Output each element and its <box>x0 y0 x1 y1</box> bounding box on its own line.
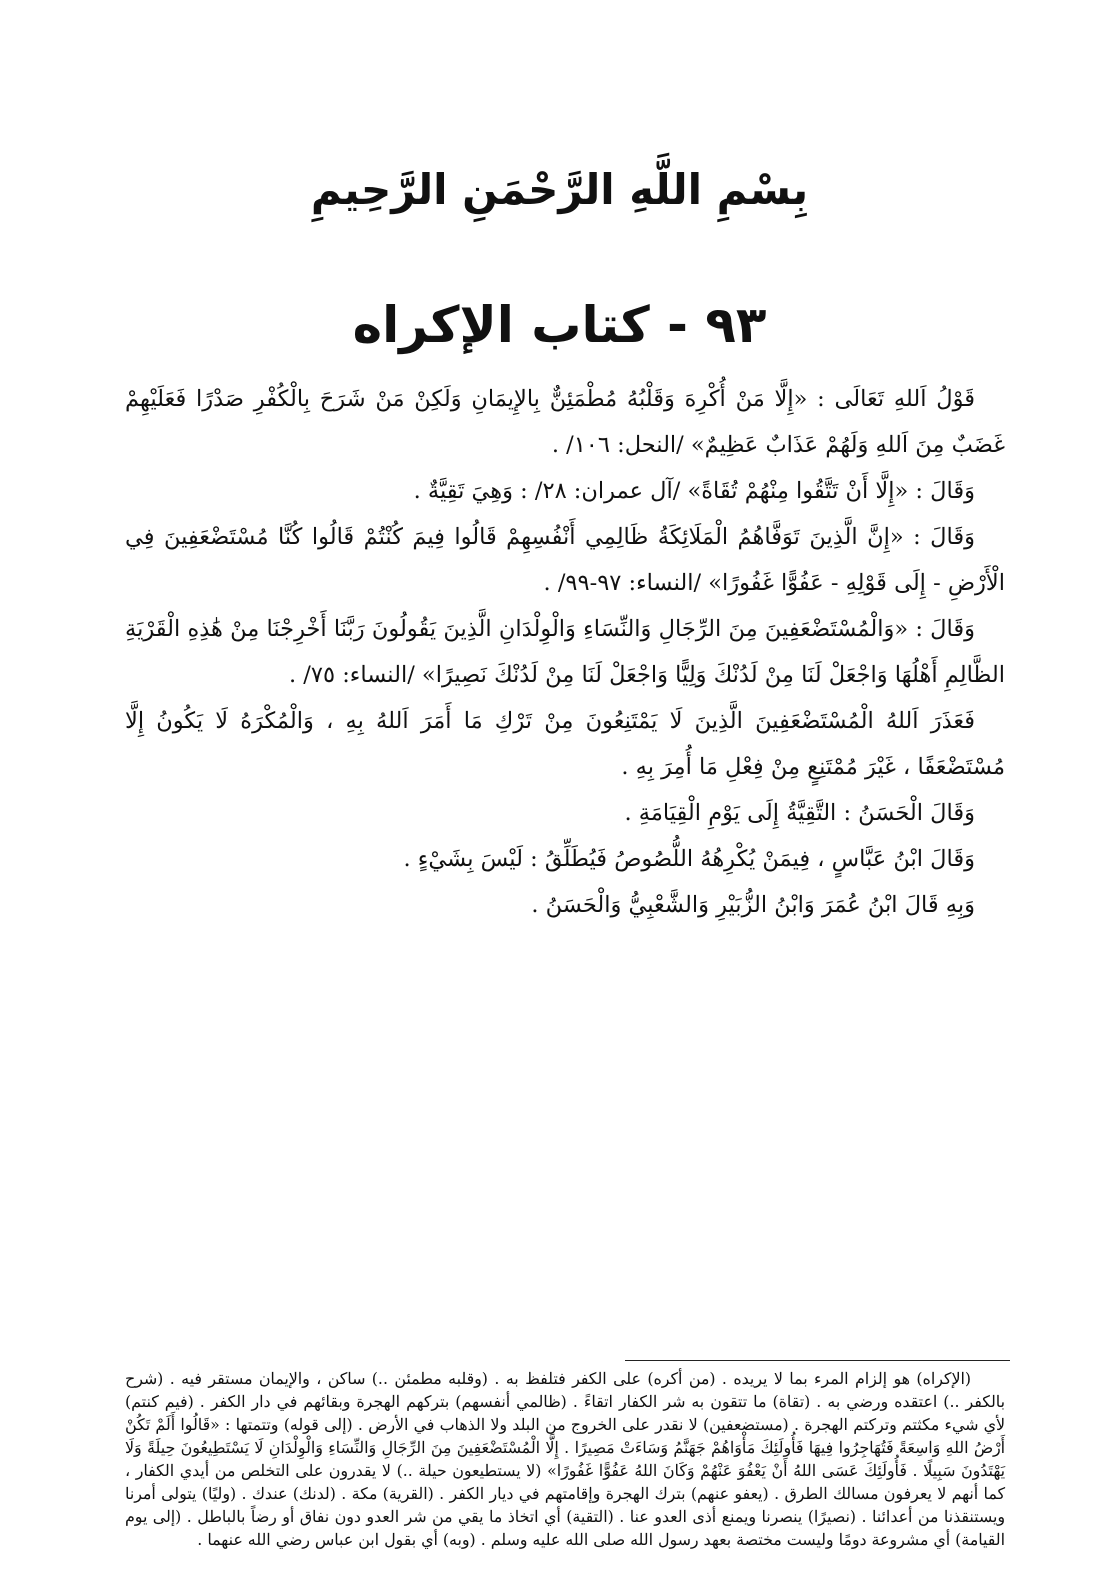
quran-quote-nahl: قَوْلُ اَللهِ تَعَالَى : «إِلَّا مَنْ أُكْرِهَ وَقَلْبُهُ مُطْمَئِنٌّ بِالإِيمَانِ وَلَكِنْ مَنْ شَرَحَ بِالْكُفْرِ صَدْرًا فَعَلَيْهِمْ غَضَبٌ مِنَ اَللهِ وَلَهُمْ عَذَابٌ عَظِيمٌ» /النحل: ١٠٦/ . <box>125 386 1005 458</box>
quran-quote-nisa-75: وَقَالَ : «وَالْمُسْتَضْعَفِينَ مِنَ الرِّجَالِ وَالنِّسَاءِ وَالْوِلْدَانِ الَّذِينَ يَقُولُونَ رَبَّنَا أَخْرِجْنَا مِنْ هَٰذِهِ الْقَرْيَةِ الظَّالِمِ أَهْلُهَا وَاجْعَلْ لَنَا مِنْ لَدُنْكَ وَلِيًّا وَاجْعَلْ لَنَا مِنْ لَدُنْكَ نَصِيرًا» /النساء: ٧٥/ . <box>125 616 1005 688</box>
basmala-heading: بِسْمِ اللَّهِ الرَّحْمَنِ الرَّحِيمِ <box>310 165 809 214</box>
saying-ibn-umar: وَبِهِ قَالَ ابْنُ عُمَرَ وَابْنُ الزُّبَيْرِ وَالشَّعْبِيُّ وَالْحَسَنُ . <box>531 892 975 918</box>
saying-ibn-abbas: وَقَالَ ابْنُ عَبَّاسٍ ، فِيمَنْ يُكْرِهُهُ اللُّصُوصُ فَيُطَلِّقُ : لَيْسَ بِشَيْءٍ . <box>403 846 975 872</box>
footnote-paragraph: (الإكراه) هو إلزام المرء بما لا يريده . (من أكره) على الكفر فتلفظ به . (وقلبه مطمئن ..) ساكن ، والإيمان مستقر فيه . (شرح بالكفر ..) اعتقده ورضي به . (تقاة) ما تتقون به شر الكفار اتقاءً . (ظالمي أنفسهم) بتركهم الهجرة وبقائهم في دار الكفر . (فيم كنتم) لأي شيء مكثتم وتركتم الهجرة . (مستضعفين) لا نقدر على الخروج من البلد ولا الذهاب في الأرض . (إلى قوله) وتتمتها : «قَالُوا أَلَمْ تَكُنْ أَرْضُ اللهِ وَاسِعَةً فَتُهَاجِرُوا فِيهَا فَأُولَئِكَ مَأْوَاهُمْ جَهَنَّمُ وَسَاءَتْ مَصِيرًا . إِلَّا الْمُسْتَضْعَفِينَ مِنَ الرِّجَالِ وَالنِّسَاءِ وَالْوِلْدَانِ لَا يَسْتَطِيعُونَ حِيلَةً وَلَا يَهْتَدُونَ سَبِيلًا . فَأُولَئِكَ عَسَى اللهُ أَنْ يَعْفُوَ عَنْهُمْ وَكَانَ اللهُ عَفُوًّا غَفُورًا» (لا يستطيعون حيلة ..) لا يقدرون على التخلص من أيدي الكفار ، كما أنهم لا يعرفون مسالك الطرق . (يعفو عنهم) بترك الهجرة وإقامتهم في ديار الكفر . (القرية) مكة . (لدنك) عندك . (وليًا) يتولى أمرنا ويستنقذنا من أعدائنا . (نصيرًا) ينصرنا ويمنع أذى العدو عنا . (التقية) أي اتخاذ ما يقي من شر العدو دون نفاق أو رضاً بالباطل . (إلى يوم القيامة) أي مشروعة دومًا وليست مختصة بعهد رسول الله صلى الله عليه وسلم . (وبه) أي بقول ابن عباس رضي الله عنهما . <box>125 1369 1005 1549</box>
quran-quote-al-imran: وَقَالَ : «إِلَّا أَنْ تَتَّقُوا مِنْهُمْ تُقَاةً» /آل عمران: ٢٨/ : وَهِيَ تَقِيَّةٌ . <box>413 478 975 504</box>
footnote-divider <box>625 1360 1010 1361</box>
chapter-title: ٩٣ - كتاب الإكراه <box>352 296 767 354</box>
footnotes-section <box>125 1367 1005 1551</box>
commentary-paragraph: فَعَذَرَ اَللهُ الْمُسْتَضْعَفِينَ الَّذِينَ لَا يَمْتَنِعُونَ مِنْ تَرْكِ مَا أَمَرَ اَللهُ بِهِ ، وَالْمُكْرَهُ لَا يَكُونُ إِلَّا مُسْتَضْعَفًا ، غَيْرَ مُمْتَنِعٍ مِنْ فِعْلِ مَا أُمِرَ بِهِ . <box>125 708 1005 780</box>
saying-al-hasan: وَقَالَ الْحَسَنُ : التَّقِيَّةُ إِلَى يَوْمِ الْقِيَامَةِ . <box>624 800 975 826</box>
main-text-body <box>125 376 1005 928</box>
quran-quote-nisa-97: وَقَالَ : «إِنَّ الَّذِينَ تَوَفَّاهُمُ الْمَلَائِكَةُ ظَالِمِي أَنْفُسِهِمْ قَالُوا فِيمَ كُنْتُمْ قَالُوا كُنَّا مُسْتَضْعَفِينَ فِي الْأَرْضِ - إِلَى قَوْلِهِ - عَفُوًّا غَفُورًا» /النساء: ٩٧-٩٩/ . <box>125 524 1005 596</box>
